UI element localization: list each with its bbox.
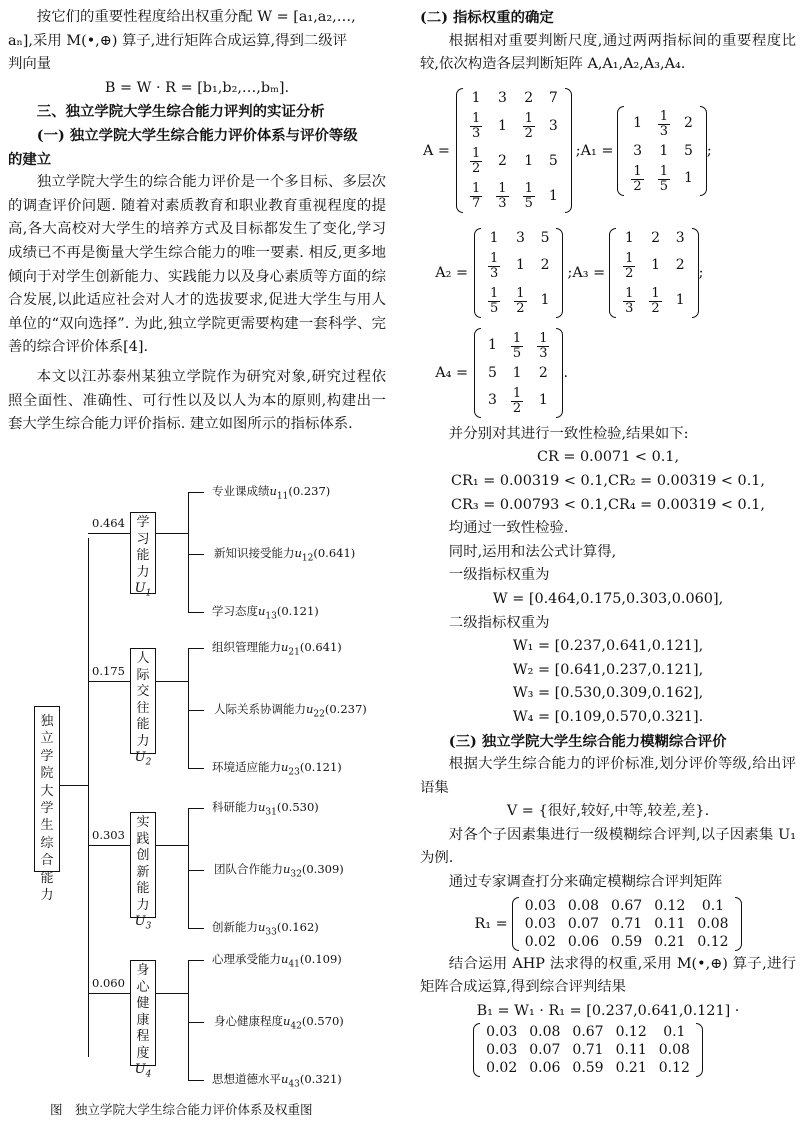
right-column (420, 0, 796, 1077)
matrix-row-a4: A₄ = 1 $\frac{1}{5}$ $\frac{1}{3}$ 5 1 2 3 $\frac{1}{2}$ 1 . (420, 323, 796, 423)
paragraph-8: 二级指标权重为 (448, 614, 550, 631)
cr-0: CR = 0.0071 < 0.1, (536, 449, 680, 466)
matrix-a1: 1 $\frac{1}{3}$ 2 3 1 5 $\frac{1}{2}$ $\frac{1}{5}$ 1 (617, 106, 706, 196)
matrix-a2: 1 3 5 $\frac{1}{3}$ 1 2 $\frac{1}{5}$ $\frac{1}{2}$ 1 (474, 228, 563, 318)
item-label: 科研能力$u_{31}(0.530)$ (212, 800, 319, 818)
paragraph-7: 一级指标权重为 (448, 567, 550, 584)
matrix-a3: 1 2 3 $\frac{1}{2}$ 1 2 $\frac{1}{3}$ $\frac{1}{2}$ 1 (609, 228, 698, 318)
item-connector (188, 928, 204, 929)
paragraph-5: 均通过一致性检验. (448, 520, 569, 537)
root-connector (59, 785, 88, 786)
item-label: 环境适应能力$u_{23}(0.121)$ (212, 760, 342, 778)
matrix-r1-row (420, 897, 796, 951)
cr-3-4: CR₃ = 0.00793 < 0.1,CR₄ = 0.00319 < 0.1, (451, 496, 765, 513)
item-label: 团队合作能力$u_{32}(0.309)$ (214, 862, 344, 880)
r1-cell: 0.07 (567, 915, 600, 932)
group-box: 身 心 健 康 程 度 $U_4$ (130, 960, 156, 1066)
item-label: 组织管理能力$u_{21}(0.641)$ (212, 640, 342, 658)
matrix-a2-label: A₂ = (435, 264, 468, 281)
matrix-a4: 1 $\frac{1}{5}$ $\frac{1}{3}$ 5 1 2 3 $\frac{1}{2}$ 1 (474, 328, 563, 418)
section-3-heading: 三、独立学院大学生综合能力评判的实证分析 (36, 103, 325, 121)
weights-w: W = [0.464,0.175,0.303,0.060], (492, 590, 724, 607)
figure-caption: 图 独立学院大学生综合能力评价体系及权重图 (50, 1102, 313, 1117)
branch-line (188, 648, 189, 768)
weights-w3: W₃ = [0.530,0.309,0.162], (512, 685, 704, 702)
item-connector (188, 870, 204, 871)
r1-cell: 0.67 (611, 897, 643, 914)
r1-cell: 0.06 (567, 933, 600, 950)
matrix-a1-label: ;A₁ = (575, 142, 614, 159)
matrix-a3-label: ;A₃ = (567, 264, 606, 281)
branch-line (188, 808, 189, 928)
group-weight: 0.060 (92, 976, 125, 990)
item-connector (188, 768, 204, 769)
box-branch-connector (156, 993, 188, 994)
paragraph-4: 并分别对其进行一致性检验,结果如下: (448, 425, 689, 442)
r1-cell: 0.06 (529, 1060, 561, 1077)
matrix-a4-label: A₄ = (435, 364, 468, 381)
para-top-c: 判向量 (8, 56, 52, 73)
item-connector (188, 492, 204, 493)
box-branch-connector (156, 533, 188, 534)
para-top-b: aₙ],采用 M(•,⊕) 算子,进行矩阵合成运算,得到二级评 (8, 32, 348, 49)
r1-cell: 0.21 (615, 1060, 647, 1077)
matrix-r1-label: R₁ = (474, 915, 508, 932)
weights-w1: W₁ = [0.237,0.641,0.121], (512, 638, 704, 655)
group-connector (88, 993, 130, 994)
paragraph-6: 同时,运用和法公式计算得, (448, 543, 617, 560)
item-connector (188, 1022, 204, 1023)
r1-cell: 0.03 (486, 1042, 518, 1059)
subsection-3-heading: (三) 独立学院大学生综合能力模糊综合评价 (448, 732, 727, 750)
item-connector (188, 648, 204, 649)
r1-cell: 0.03 (486, 1024, 518, 1041)
r1-cell: 0.71 (611, 915, 643, 932)
matrix-a: 1 3 2 7 $\frac{1}{3}$ 1 $\frac{1}{2}$ 3 $\frac{1}{2}$ 2 1 5 $\frac{1}{7}$ $\frac{1}{3}$ $\frac{1}{5}$ 1 (456, 88, 572, 213)
matrix-r1 (512, 897, 742, 951)
r1-cell: 0.59 (611, 933, 643, 950)
paragraph-1: 独立学院大学生的综合能力评价是一个多目标、多层次的调查评价问题. 随着对素质教育和职业教育重视程度的提高,各大高校对大学生的培养方式及目标都发生了变化,学习成绩已不再是衡量大学生综合能力的唯一要素. 相反,更多地倾向于对学生创新能力、实践能力以及身心素质等方面的综合发展,以此适应社会对人才的选拔要求,促进大学生与用人单位的“双向选择”. 为此,独立学院更需要构建一套科学、完善的综合评价体系[4]. (8, 174, 386, 356)
paragraph-10: 对各个子因素集进行一级模糊综合评判,以子因素集 U₁ 为例. (420, 826, 796, 867)
group-box: 实 践 创 新 能 力 $U_3$ (130, 812, 156, 918)
weights-w4: W₄ = [0.109,0.570,0.321]. (512, 708, 704, 725)
group-box: 人 际 交 往 能 力 $U_2$ (130, 648, 156, 754)
matrix-row-a2: A₂ = 1 3 5 $\frac{1}{3}$ 1 2 $\frac{1}{5}$ $\frac{1}{2}$ 1 ;A₃ = 1 2 3 $\frac{1}{2}$ 1 2 $\frac{1}{3}$ $\frac{1}{2}$ 1 ; (420, 223, 796, 323)
item-label: 心理承受能力$u_{41}(0.109)$ (212, 952, 342, 970)
item-connector (188, 1080, 204, 1081)
item-label: 思想道德水平$u_{43}(0.321)$ (212, 1072, 342, 1090)
subsection-2-heading: (二) 指标权重的确定 (420, 9, 554, 26)
r1-cell: 0.59 (572, 1060, 604, 1077)
box-branch-connector (156, 845, 188, 846)
cr-1-2: CR₁ = 0.00319 < 0.1,CR₂ = 0.00319 < 0.1, (451, 472, 765, 489)
r1-cell: 0.03 (524, 897, 556, 914)
r1-cell: 0.12 (697, 933, 729, 950)
r1-cell: 0.12 (658, 1060, 690, 1077)
r1-cell: 0.08 (567, 897, 600, 914)
paragraph-11: 通过专家调查打分来确定模糊综合评判矩阵 (448, 874, 723, 891)
paragraph-3: 根据相对重要判断尺度,通过两两指标间的重要程度比较,依次构造各层判断矩阵 A,A₁,A₂,A₃,A₄. (420, 32, 796, 73)
r1-cell: 0.12 (615, 1024, 647, 1041)
branch-line (188, 960, 189, 1080)
r1-cell: 0.11 (654, 915, 686, 932)
group-weight: 0.175 (92, 664, 125, 678)
r1-cell: 0.1 (663, 1024, 686, 1041)
branch-line (188, 492, 189, 612)
r1-cell: 0.08 (529, 1024, 561, 1041)
group-weight: 0.303 (92, 828, 125, 842)
item-label: 学习态度$u_{13}(0.121)$ (212, 604, 319, 622)
r1-cell: 0.71 (572, 1042, 604, 1059)
group-box: 学 习 能 力 $U_1$ (130, 512, 156, 594)
item-label: 创新能力$u_{33}(0.162)$ (212, 920, 319, 938)
group-weight: 0.464 (92, 516, 125, 530)
r1-cell: 0.03 (524, 915, 556, 932)
r1-cell: 0.08 (658, 1042, 690, 1059)
weights-w2: W₂ = [0.641,0.237,0.121], (512, 661, 704, 678)
r1-cell: 0.1 (701, 897, 725, 914)
item-connector (188, 612, 204, 613)
box-branch-connector (156, 681, 188, 682)
item-label: 新知识接受能力$u_{12}(0.641)$ (214, 546, 356, 564)
root-box: 独立学院大学生综合能力 (34, 706, 60, 872)
subsection-1-heading: (一) 独立学院大学生综合能力评价体系与评价等级 (36, 126, 358, 144)
item-connector (188, 710, 204, 711)
r1-cell: 0.08 (697, 915, 729, 932)
matrix-r1-repeat-row (380, 1023, 796, 1077)
trunk-line (88, 538, 89, 1057)
equation-b: B = W · R = [b₁,b₂,…,bₘ]. (104, 79, 290, 96)
subsection-1-heading-cont: 的建立 (8, 150, 52, 168)
item-label: 人际关系协调能力$u_{22}(0.237)$ (214, 702, 367, 720)
paragraph-12: 结合运用 AHP 法求得的权重,采用 M(•,⊕) 算子,进行矩阵合成运算,得到综合评判结果 (420, 955, 796, 996)
item-connector (188, 960, 204, 961)
comment-set-v: V = {很好,较好,中等,较差,差}. (506, 803, 710, 820)
item-label: 专业课成绩$u_{11}(0.237)$ (212, 484, 331, 502)
r1-cell: 0.02 (486, 1060, 518, 1077)
item-label: 身心健康程度$u_{42}(0.570)$ (214, 1014, 344, 1032)
equation-b1: B₁ = W₁ · R₁ = [0.237,0.641,0.121] · (476, 1002, 740, 1019)
r1-cell: 0.12 (654, 897, 686, 914)
matrix-row-a: A = 1 3 2 7 $\frac{1}{3}$ 1 $\frac{1}{2}$ 3 $\frac{1}{2}$ 2 1 5 $\frac{1}{7}$ $\frac{1}{3}$ $\frac{1}{5}$ 1 ;A₁ = 1 $\frac{1}{3}$ 2 3 1 5 $\frac{1}{2}$ $\frac{1}{5}$ 1 ; (420, 79, 796, 223)
paragraph-2: 本文以江苏泰州某独立学院作为研究对象,研究过程依照全面性、准确性、可行性以及以人为本的原则,构建出一套大学生综合能力评价指标. 建立如图所示的指标体系. (8, 368, 386, 433)
para-top-a: 按它们的重要性程度给出权重分配 W = [a₁,a₂,…, (36, 9, 356, 25)
group-connector (88, 845, 130, 846)
r1-cell: 0.21 (654, 933, 686, 950)
matrix-r1-repeat (473, 1023, 703, 1077)
r1-cell: 0.11 (615, 1042, 647, 1059)
item-connector (188, 808, 204, 809)
r1-cell: 0.02 (524, 933, 556, 950)
paragraph-9: 根据大学生综合能力的评价标准,划分评价等级,给出评语集 (420, 756, 796, 796)
item-connector (188, 554, 204, 555)
group-connector (88, 533, 130, 534)
r1-cell: 0.67 (572, 1024, 604, 1041)
group-connector (88, 681, 130, 682)
matrix-a-label: A = (422, 142, 450, 159)
r1-cell: 0.07 (529, 1042, 561, 1059)
